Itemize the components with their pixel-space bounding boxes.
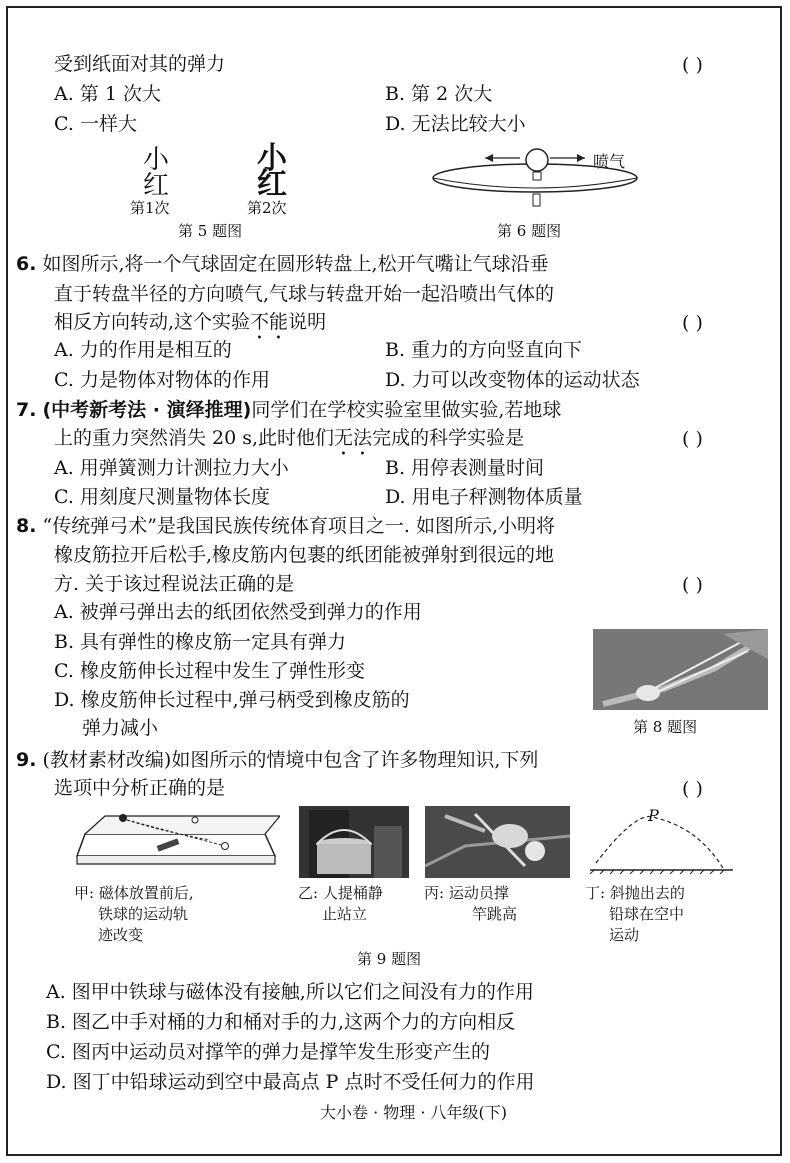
q9-line-1 (16, 748, 538, 772)
q6-line-1 (16, 252, 549, 276)
q7-tag: (中考新考法 · 演绎推理) (42, 399, 252, 421)
q9-option-b: B. 图乙中手对桶的力和桶对手的力,这两个力的方向相反 (46, 1011, 516, 1033)
q7-text-2a: 上的重力突然消失 20 s,此时他们 (54, 427, 335, 449)
fig5-label-2: 第2次 (247, 199, 287, 217)
q7-number: 7. (16, 399, 37, 421)
fig6-caption: 第 6 题图 (497, 222, 562, 240)
fig9-jia-label-3: 迹改变 (98, 926, 144, 944)
fig9-ding-p-label: P (648, 806, 659, 825)
q6-paren: ( ) (682, 312, 703, 334)
q7-line-1 (16, 398, 561, 422)
q6-line-2: 直于转盘半径的方向喷气,气球与转盘开始一起沿喷出气体的 (54, 283, 555, 305)
q9-option-a: A. 图甲中铁球与磁体没有接触,所以它们之间没有力的作用 (46, 981, 534, 1003)
q6-text-3a: 相反方向转动,这个实验 (54, 311, 251, 333)
fig5-label-1: 第1次 (130, 199, 170, 217)
fig6-label: 喷气 (593, 152, 626, 171)
q5-tail: 受到纸面对其的弹力 (54, 53, 226, 75)
fig5-char-4: 红 (257, 167, 287, 202)
q8-option-a: A. 被弹弓弹出去的纸团依然受到弹力的作用 (54, 601, 422, 623)
fig9-jia-label-2: 铁球的运动轨 (98, 905, 189, 923)
q8-paren: ( ) (682, 574, 703, 596)
q8-option-c: C. 橡皮筋伸长过程中发生了弹性形变 (54, 660, 365, 682)
fig9-jia-diagram (75, 806, 280, 871)
fig5-char-1: 小 (143, 145, 170, 175)
q9-paren: ( ) (682, 778, 703, 800)
q9-option-d: D. 图丁中铅球运动到空中最高点 P 点时不受任何力的作用 (46, 1071, 535, 1093)
q9-text-1: (教材素材改编)如图所示的情境中包含了许多物理知识,下列 (42, 749, 539, 771)
page-footer: 大小卷 · 物理 · 八年级(下) (320, 1103, 508, 1122)
q6-option-d: D. 力可以改变物体的运动状态 (385, 369, 640, 391)
fig9-ding-diagram (588, 808, 738, 874)
fig9-ding-label-2: 铅球在空中 (609, 905, 685, 923)
q8-line-2: 橡皮筋拉开后松手,橡皮筋内包裹的纸团能被弹射到很远的地 (54, 544, 555, 566)
q6-option-c: C. 力是物体对物体的作用 (54, 369, 270, 391)
q5-paren: ( ) (682, 54, 703, 76)
q6-emphasis: 不能 (250, 311, 289, 333)
q5-option-c: C. 一样大 (54, 113, 137, 135)
q5-option-d: D. 无法比较大小 (385, 113, 526, 135)
fig5-caption: 第 5 题图 (178, 222, 243, 240)
q9-number: 9. (16, 749, 37, 771)
q7-emphasis: 无法 (334, 427, 373, 449)
q9-line-2: 选项中分析正确的是 (54, 777, 226, 799)
q8-option-d: D. 橡皮筋伸长过程中,弹弓柄受到橡皮筋的 (54, 689, 410, 711)
q8-option-b: B. 具有弹性的橡皮筋一定具有弹力 (54, 631, 347, 653)
fig9-ding-label-1: 丁: 斜抛出去的 (585, 884, 685, 902)
fig9-bing-photo (425, 806, 570, 878)
q5-option-b: B. 第 2 次大 (385, 83, 493, 105)
q8-line-3: 方. 关于该过程说法正确的是 (54, 573, 295, 595)
q7-option-b: B. 用停表测量时间 (385, 457, 545, 479)
fig9-yi-label-1: 乙: 人提桶静 (298, 884, 383, 902)
q7-text-2b: 完成的科学实验是 (372, 427, 525, 449)
q8-text-1: “传统弹弓术”是我国民族传统体育项目之一. 如图所示,小明将 (42, 515, 556, 537)
q9-option-c: C. 图丙中运动员对撑竿的弹力是撑竿发生形变产生的 (46, 1041, 490, 1063)
q8-number: 8. (16, 515, 37, 537)
q6-number: 6. (16, 253, 37, 275)
fig8-caption: 第 8 题图 (633, 718, 698, 736)
fig9-ding-label-3: 运动 (609, 926, 640, 944)
fig9-yi-label-2: 止站立 (322, 905, 368, 923)
q6-option-b: B. 重力的方向竖直向下 (385, 339, 583, 361)
fig9-bing-label-2: 竿跳高 (472, 905, 518, 923)
q6-text-3b: 说明 (288, 311, 327, 333)
fig9-yi-photo (299, 806, 409, 878)
q7-line-2 (54, 426, 524, 460)
fig5-char-2: 红 (143, 171, 170, 201)
q5-option-a: A. 第 1 次大 (54, 83, 161, 105)
fig9-jia-label-1: 甲: 磁体放置前后, (74, 884, 194, 902)
fig5-char-3: 小 (257, 141, 287, 176)
fig9-bing-label-1: 丙: 运动员撑 (424, 884, 509, 902)
q7-option-a: A. 用弹簧测力计测拉力大小 (54, 457, 289, 479)
q7-option-d: D. 用电子秤测物体质量 (385, 486, 583, 508)
q7-paren: ( ) (682, 428, 703, 450)
fig9-caption: 第 9 题图 (357, 950, 422, 968)
q7-option-c: C. 用刻度尺测量物体长度 (54, 486, 270, 508)
q6-option-a: A. 力的作用是相互的 (54, 339, 232, 361)
fig8-slingshot-photo (593, 629, 768, 710)
q8-line-1 (16, 514, 555, 538)
q8-option-d-cont: 弹力减小 (82, 717, 159, 739)
q6-text-1: 如图所示,将一个气球固定在圆形转盘上,松开气嘴让气球沿垂 (42, 253, 549, 275)
q7-text-1: 同学们在学校实验室里做实验,若地球 (251, 399, 562, 421)
